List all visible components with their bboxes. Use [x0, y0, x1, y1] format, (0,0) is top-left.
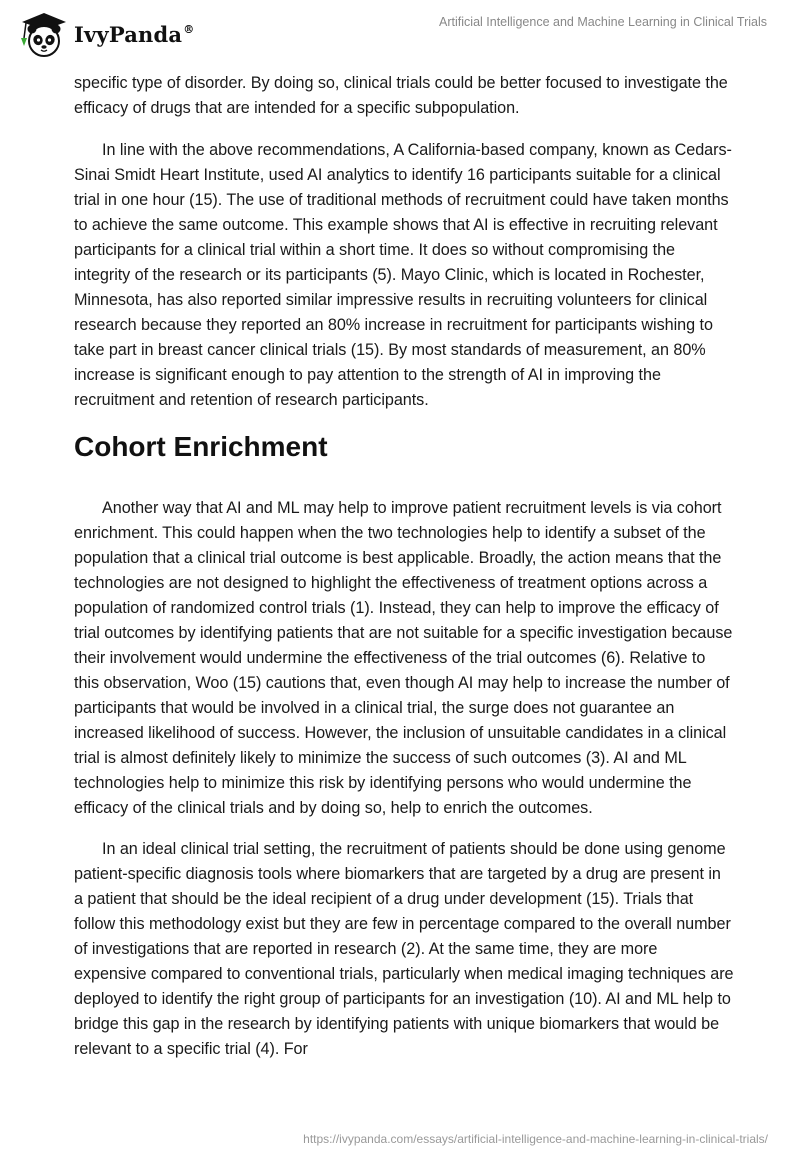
paragraph-ideal: In an ideal clinical trial setting, the recruitment of patients should be done using genome patient-specific diagnosis tools where biomarkers that are targeted by a drug are present in a patient that should be the ideal recipient of a drug under development (15). Trials that follow this methodology exist but they are few in percentage compared to the overall number of investigations that are reported in research (2). At the same time, they are more expensive compared to conventional trials, particularly when medical imaging techniques are deployed to identify the right group of participants for an investigation (10). AI and ML help to bridge this gap in the research by identifying patients with unique biomarkers that would be relevant to a specific trial (4). For [74, 840, 734, 1058]
paragraph-continued: specific type of disorder. By doing so, clinical trials could be better focused to investigate the efficacy of drugs that are intended for a specific subpopulation. [74, 74, 728, 117]
section-heading: Cohort Enrichment [74, 431, 328, 462]
paragraph-cohort: Another way that AI and ML may help to improve patient recruitment levels is via cohort enrichment. This could happen when the two technologies help to identify a subset of the population that a clinical trial outcome is best applicable. Broadly, the action means that the technologies are not designed to highlight the effectiveness of treatment options across a population of randomized control trials (1). Instead, they can help to improve the efficacy of trial outcomes by identifying patients that are not suitable for a specific investigation because their involvement would undermine the effectiveness of the trial outcomes (6). Relative to this observation, Woo (15) cautions that, even though AI may help to increase the number of participants that would be involved in a clinical trial, the surge does not guarantee an increased likelihood of success. However, the inclusion of unsuitable candidates in a clinical trial is almost definitely likely to minimize the success of such outcomes (3). AI and ML technologies help to minimize this risk by identifying persons who would undermine the efficacy of the clinical trials and by doing so, help to enrich the outcomes. [74, 499, 733, 817]
logo[interactable] [14, 8, 194, 60]
paragraph-california: In line with the above recommendations, A California-based company, known as Cedars-Sinai Smidt Heart Institute, used AI analytics to identify 16 participants suitable for a clinical trial in one hour (15). The use of traditional methods of recruitment could have taken months to achieve the same outcome. This example shows that AI is effective in recruiting relevant participants for a clinical trial within a short time. It does so without compromising the integrity of the research or its participants (5). Mayo Clinic, which is located in Rochester, Minnesota, has also reported similar impressive results in recruiting volunteers for clinical research because they reported an 80% increase in recruitment for participants wishing to take part in breast cancer clinical trials (15). By most standards of measurement, an 80% increase is significant enough to pay attention to the strength of AI in improving the recruitment and retention of research participants. [74, 141, 732, 409]
registered-mark: ® [183, 22, 195, 36]
footer-url[interactable]: https://ivypanda.com/essays/artificial-intelligence-and-machine-learning-in-clinical-trials/ [303, 1132, 768, 1146]
document-title: Artificial Intelligence and Machine Learning in Clinical Trials [439, 15, 767, 29]
brand-name: IvyPanda® [74, 21, 195, 47]
page-header [0, 0, 800, 70]
article-body [74, 71, 734, 1062]
panda-graduate-icon [14, 8, 70, 60]
